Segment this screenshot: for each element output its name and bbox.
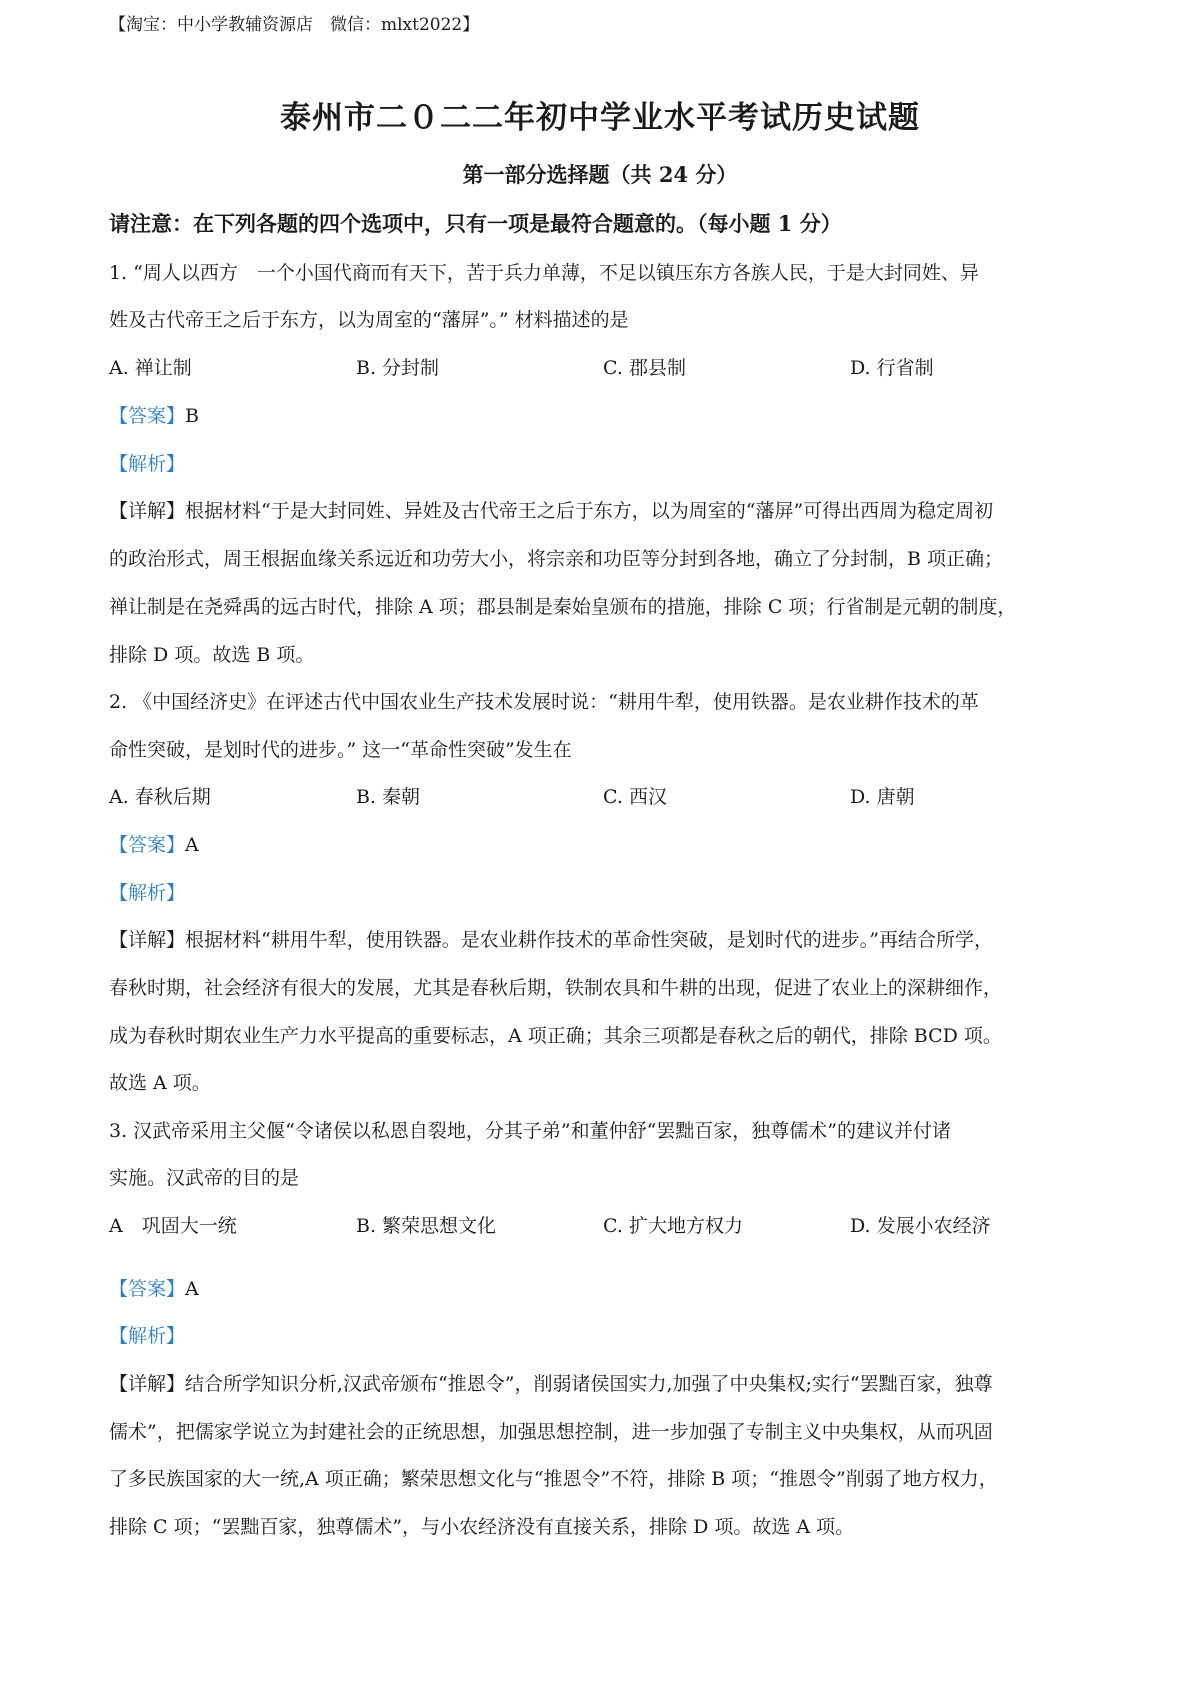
- detail-label: 【详解】: [109, 500, 186, 522]
- question-3-detail-line-4: 排除 C 项；“罢黜百家，独尊儒术”，与小农经济没有直接关系，排除 D 项。故选 A 项。: [109, 1516, 855, 1538]
- question-3-answer: [109, 1275, 199, 1303]
- question-1-detail-line-4: 排除 D 项。故选 B 项。: [109, 644, 315, 666]
- question-1-option-d: D. 行省制: [850, 357, 934, 379]
- question-1-option-b: B. 分封制: [356, 357, 440, 379]
- question-1-option-c: C. 郡县制: [603, 357, 686, 379]
- question-2-option-b: B. 秦朝: [356, 786, 421, 808]
- answer-label: 【答案】: [109, 405, 186, 427]
- question-3-stem-line-2: 实施。汉武帝的目的是: [109, 1167, 300, 1189]
- question-3-detail-line-3: 了多民族国家的大一统,A 项正确；繁荣思想文化与“推恩令”不符，排除 B 项；“推恩令”削弱了地方权力，: [109, 1468, 998, 1490]
- question-3-option-d: D. 发展小农经济: [850, 1215, 991, 1237]
- question-2-stem-line-2: 命性突破，是划时代的进步。” 这一“革命性突破”发生在: [109, 739, 572, 761]
- question-2-option-d: D. 唐朝: [850, 786, 915, 808]
- question-2-option-a: A. 春秋后期: [109, 786, 211, 808]
- question-3-option-c: C. 扩大地方权力: [603, 1215, 743, 1237]
- question-2-detail-line-1: [109, 926, 993, 954]
- question-3-option-a: A 巩固大一统: [109, 1215, 237, 1237]
- question-1-detail-line-3: 禅让制是在尧舜禹的远古时代，排除 A 项；郡县制是秦始皇颁布的措施，排除 C 项；行省制是元朝的制度，: [109, 596, 1017, 618]
- detail-text: 根据材料“耕用牛犁，使用铁器。是农业耕作技术的革命性突破，是划时代的进步。”再结合所学，: [185, 929, 993, 951]
- page-title: 泰州市二０二二年初中学业水平考试历史试题: [280, 100, 920, 136]
- question-2-detail-line-3: 成为春秋时期农业生产力水平提高的重要标志，A 项正确；其余三项都是春秋之后的朝代，排除 BCD 项。: [109, 1025, 1002, 1047]
- question-1-stem-line-2: 姓及古代帝王之后于东方，以为周室的“藩屏”。” 材料描述的是: [109, 309, 629, 331]
- detail-text: 根据材料“于是大封同姓、异姓及古代帝王之后于东方，以为周室的“藩屏”可得出西周为稳定周初: [185, 500, 994, 522]
- question-1-analysis-label: 【解析】: [109, 453, 186, 475]
- question-3-stem-line-1: 3. 汉武帝采用主父偃“令诸侯以私恩自裂地，分其子弟”和董仲舒“罢黜百家，独尊儒术”的建议并付诸: [109, 1120, 952, 1142]
- question-2-stem-line-1: 2. 《中国经济史》在评述古代中国农业生产技术发展时说：“耕用牛犁，使用铁器。是农业耕作技术的革: [109, 691, 979, 713]
- question-2-detail-line-2: 春秋时期，社会经济有很大的发展，尤其是春秋后期，铁制农具和牛耕的出现，促进了农业上的深耕细作，: [109, 977, 1003, 999]
- notice: 请注意：在下列各题的四个选项中，只有一项是最符合题意的。（每小题 1 分）: [109, 211, 842, 236]
- question-3-analysis-label: 【解析】: [109, 1325, 186, 1347]
- detail-label: 【详解】: [109, 929, 186, 951]
- answer-value: A: [185, 834, 199, 856]
- question-1-detail-line-1: [109, 497, 993, 525]
- question-1-detail-line-2: 的政治形式，周王根据血缘关系远近和功劳大小，将宗亲和功臣等分封到各地，确立了分封制，B 项正确；: [109, 548, 1004, 570]
- answer-label: 【答案】: [109, 1278, 186, 1300]
- section-subtitle: 第一部分选择题（共 24 分）: [462, 162, 738, 187]
- answer-value: B: [185, 405, 199, 427]
- detail-text: 结合所学知识分析,汉武帝颁布“推恩令”，削弱诸侯国实力,加强了中央集权;实行“罢黜百家，独尊: [185, 1373, 993, 1395]
- question-2-analysis-label: 【解析】: [109, 882, 186, 904]
- question-2-option-c: C. 西汉: [603, 786, 667, 808]
- question-2-answer: [109, 831, 199, 859]
- question-1-option-a: A. 禅让制: [109, 357, 192, 379]
- question-3-detail-line-2: 儒术”，把儒家学说立为封建社会的正统思想，加强思想控制，进一步加强了专制主义中央集权，从而巩固: [109, 1421, 993, 1443]
- answer-label: 【答案】: [109, 834, 186, 856]
- header-note: 【淘宝：中小学教辅资源店 微信：mlxt2022】: [109, 15, 480, 35]
- question-1-answer: [109, 402, 199, 430]
- question-3-option-b: B. 繁荣思想文化: [356, 1215, 497, 1237]
- question-1-stem-line-1: 1. “周人以西方 一个小国代商而有天下，苦于兵力单薄，不足以镇压东方各族人民，于是大封同姓、异: [109, 262, 979, 284]
- answer-value: A: [185, 1278, 199, 1300]
- question-3-detail-line-1: [109, 1370, 993, 1398]
- detail-label: 【详解】: [109, 1373, 186, 1395]
- question-2-detail-line-4: 故选 A 项。: [109, 1072, 211, 1094]
